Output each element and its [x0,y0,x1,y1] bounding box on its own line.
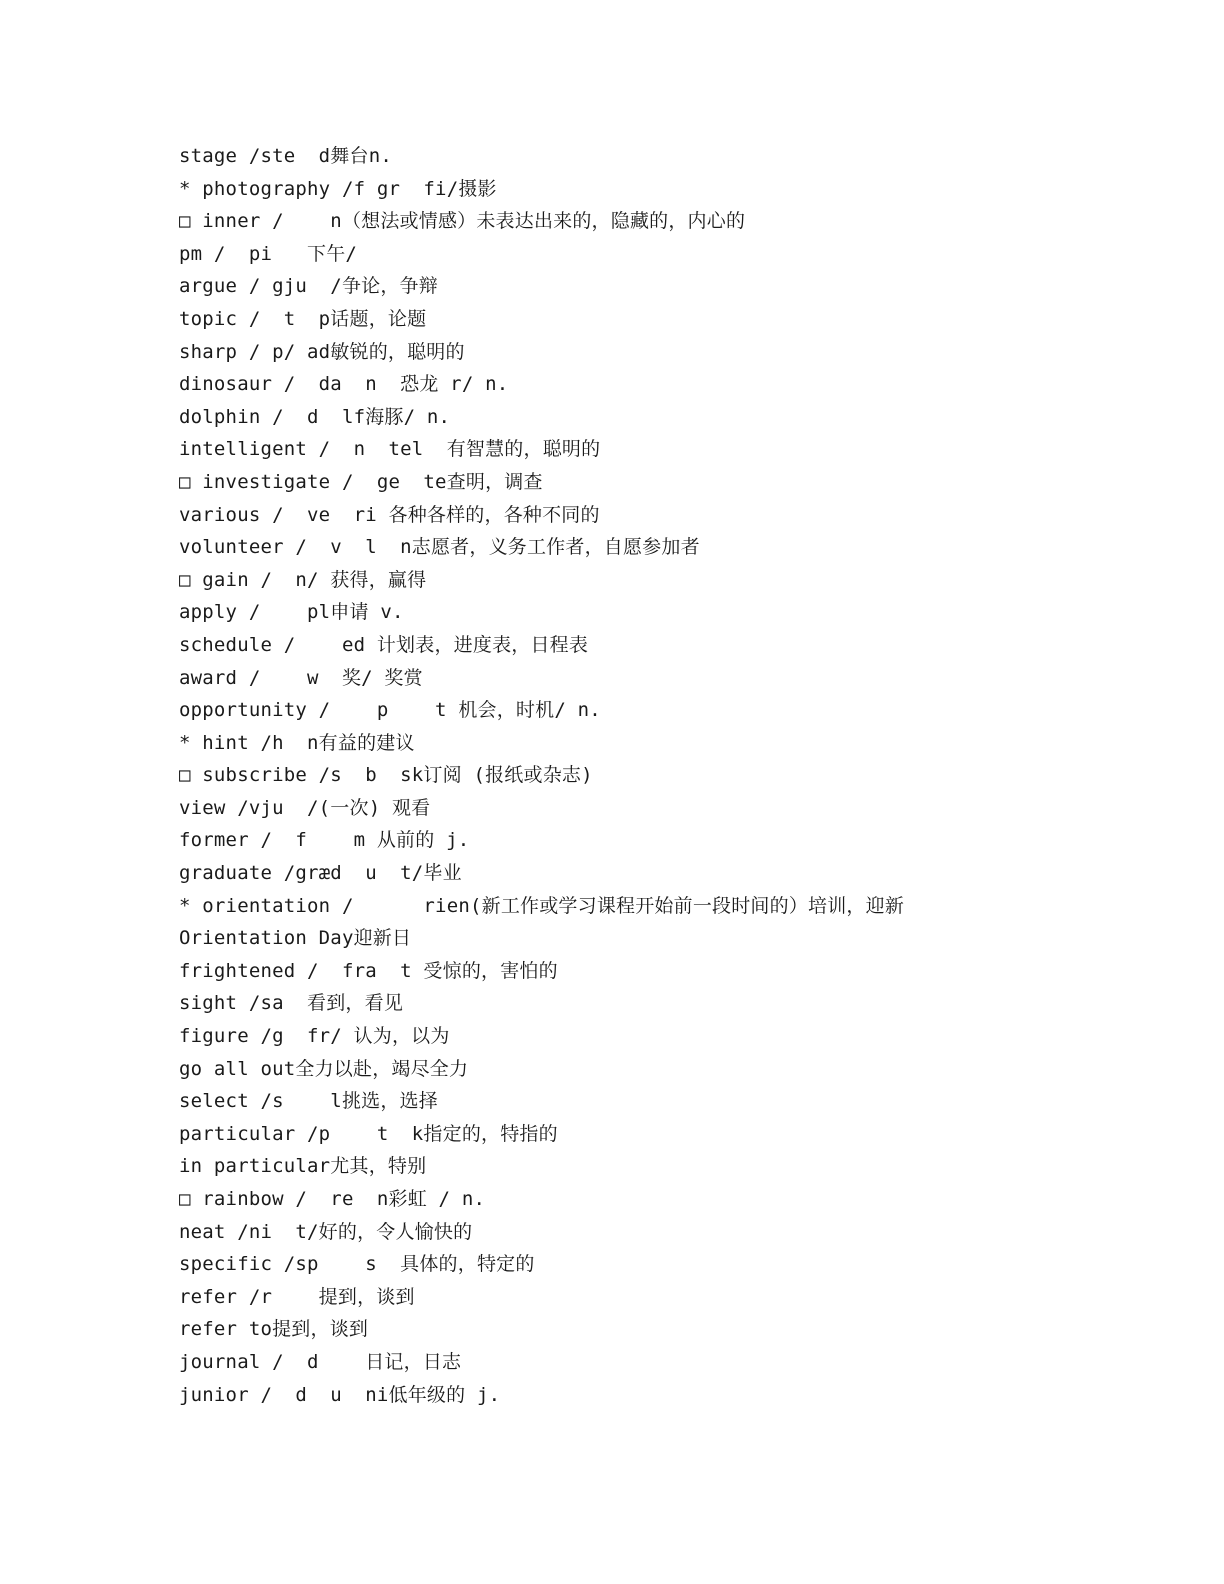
vocab-entry-gain: □ gain / n/ 获得，赢得 [179,568,427,591]
vocab-entry-in-particular: in particular尤其，特别 [179,1155,427,1178]
vocab-entry-rainbow: □ rainbow / re n彩虹 / n. [179,1188,486,1210]
vocab-entry-dinosaur: dinosaur / da n 恐龙 r/ n. [179,373,509,396]
vocabulary-list [179,140,1039,1411]
vocab-entry-volunteer: volunteer / v l n志愿者，义务工作者，自愿参加者 [179,536,700,559]
vocab-entry-graduate: graduate /græd u t/毕业 [179,862,462,885]
vocab-entry-hint: * hint /h n有益的建议 [179,731,415,754]
vocab-entry-photography: * photography /f gr fi/摄影 [179,177,497,200]
vocab-entry-view: view /vju /(一次) 观看 [179,796,431,819]
vocab-entry-sight: sight /sa 看到，看见 [179,992,404,1015]
vocab-entry-schedule: schedule / ed 计划表，进度表，日程表 [179,633,589,656]
vocab-entry-junior: junior / d u ni低年级的 j. [179,1383,501,1406]
vocab-entry-inner: □ inner / n（想法或情感）未表达出来的，隐藏的，内心的 [179,210,746,233]
vocab-entry-apply: apply / pl申请 v. [179,601,404,624]
vocab-entry-opportunity: opportunity / p t 机会，时机/ n. [179,699,601,722]
vocab-entry-investigate: □ investigate / ge te查明，调查 [179,470,543,493]
vocab-entry-figure: figure /g fr/ 认为，以为 [179,1025,450,1048]
vocab-entry-award: award / w 奖/ 奖赏 [179,666,423,689]
vocab-entry-intelligent: intelligent / n tel 有智慧的，聪明的 [179,438,601,461]
vocab-entry-pm: pm / pi 下午/ [179,242,358,265]
vocab-entry-orientation-day: Orientation Day迎新日 [179,927,412,950]
vocab-entry-refer: refer /r 提到，谈到 [179,1285,415,1308]
vocab-entry-select: select /s l挑选，选择 [179,1090,438,1113]
vocab-entry-argue: argue / gju /争论，争辩 [179,275,438,298]
vocab-entry-subscribe: □ subscribe /s b sk订阅 (报纸或杂志) [179,764,593,787]
vocab-entry-stage: stage /ste d舞台n. [179,145,392,167]
vocab-entry-sharp: sharp / p/ ad敏锐的，聪明的 [179,340,465,363]
vocab-entry-various: various / ve ri 各种各样的，各种不同的 [179,503,600,526]
vocab-entry-neat: neat /ni t/好的，令人愉快的 [179,1220,473,1243]
vocab-entry-frightened: frightened / fra t 受惊的，害怕的 [179,959,558,982]
vocab-entry-orientation: * orientation / rien(新工作或学习课程开始前一段时间的）培训，迎新 [179,894,905,917]
vocab-entry-refer-to: refer to提到，谈到 [179,1318,369,1341]
vocab-entry-journal: journal / d 日记，日志 [179,1350,462,1373]
vocab-entry-go-all-out: go all out全力以赴，竭尽全力 [179,1057,469,1080]
vocab-entry-former: former / f m 从前的 j. [179,829,470,852]
vocab-entry-specific: specific /sp s 具体的，特定的 [179,1253,535,1276]
vocab-entry-particular: particular /p t k指定的，特指的 [179,1122,558,1145]
vocab-entry-topic: topic / t p话题，论题 [179,307,427,330]
vocab-entry-dolphin: dolphin / d lf海豚/ n. [179,405,451,428]
